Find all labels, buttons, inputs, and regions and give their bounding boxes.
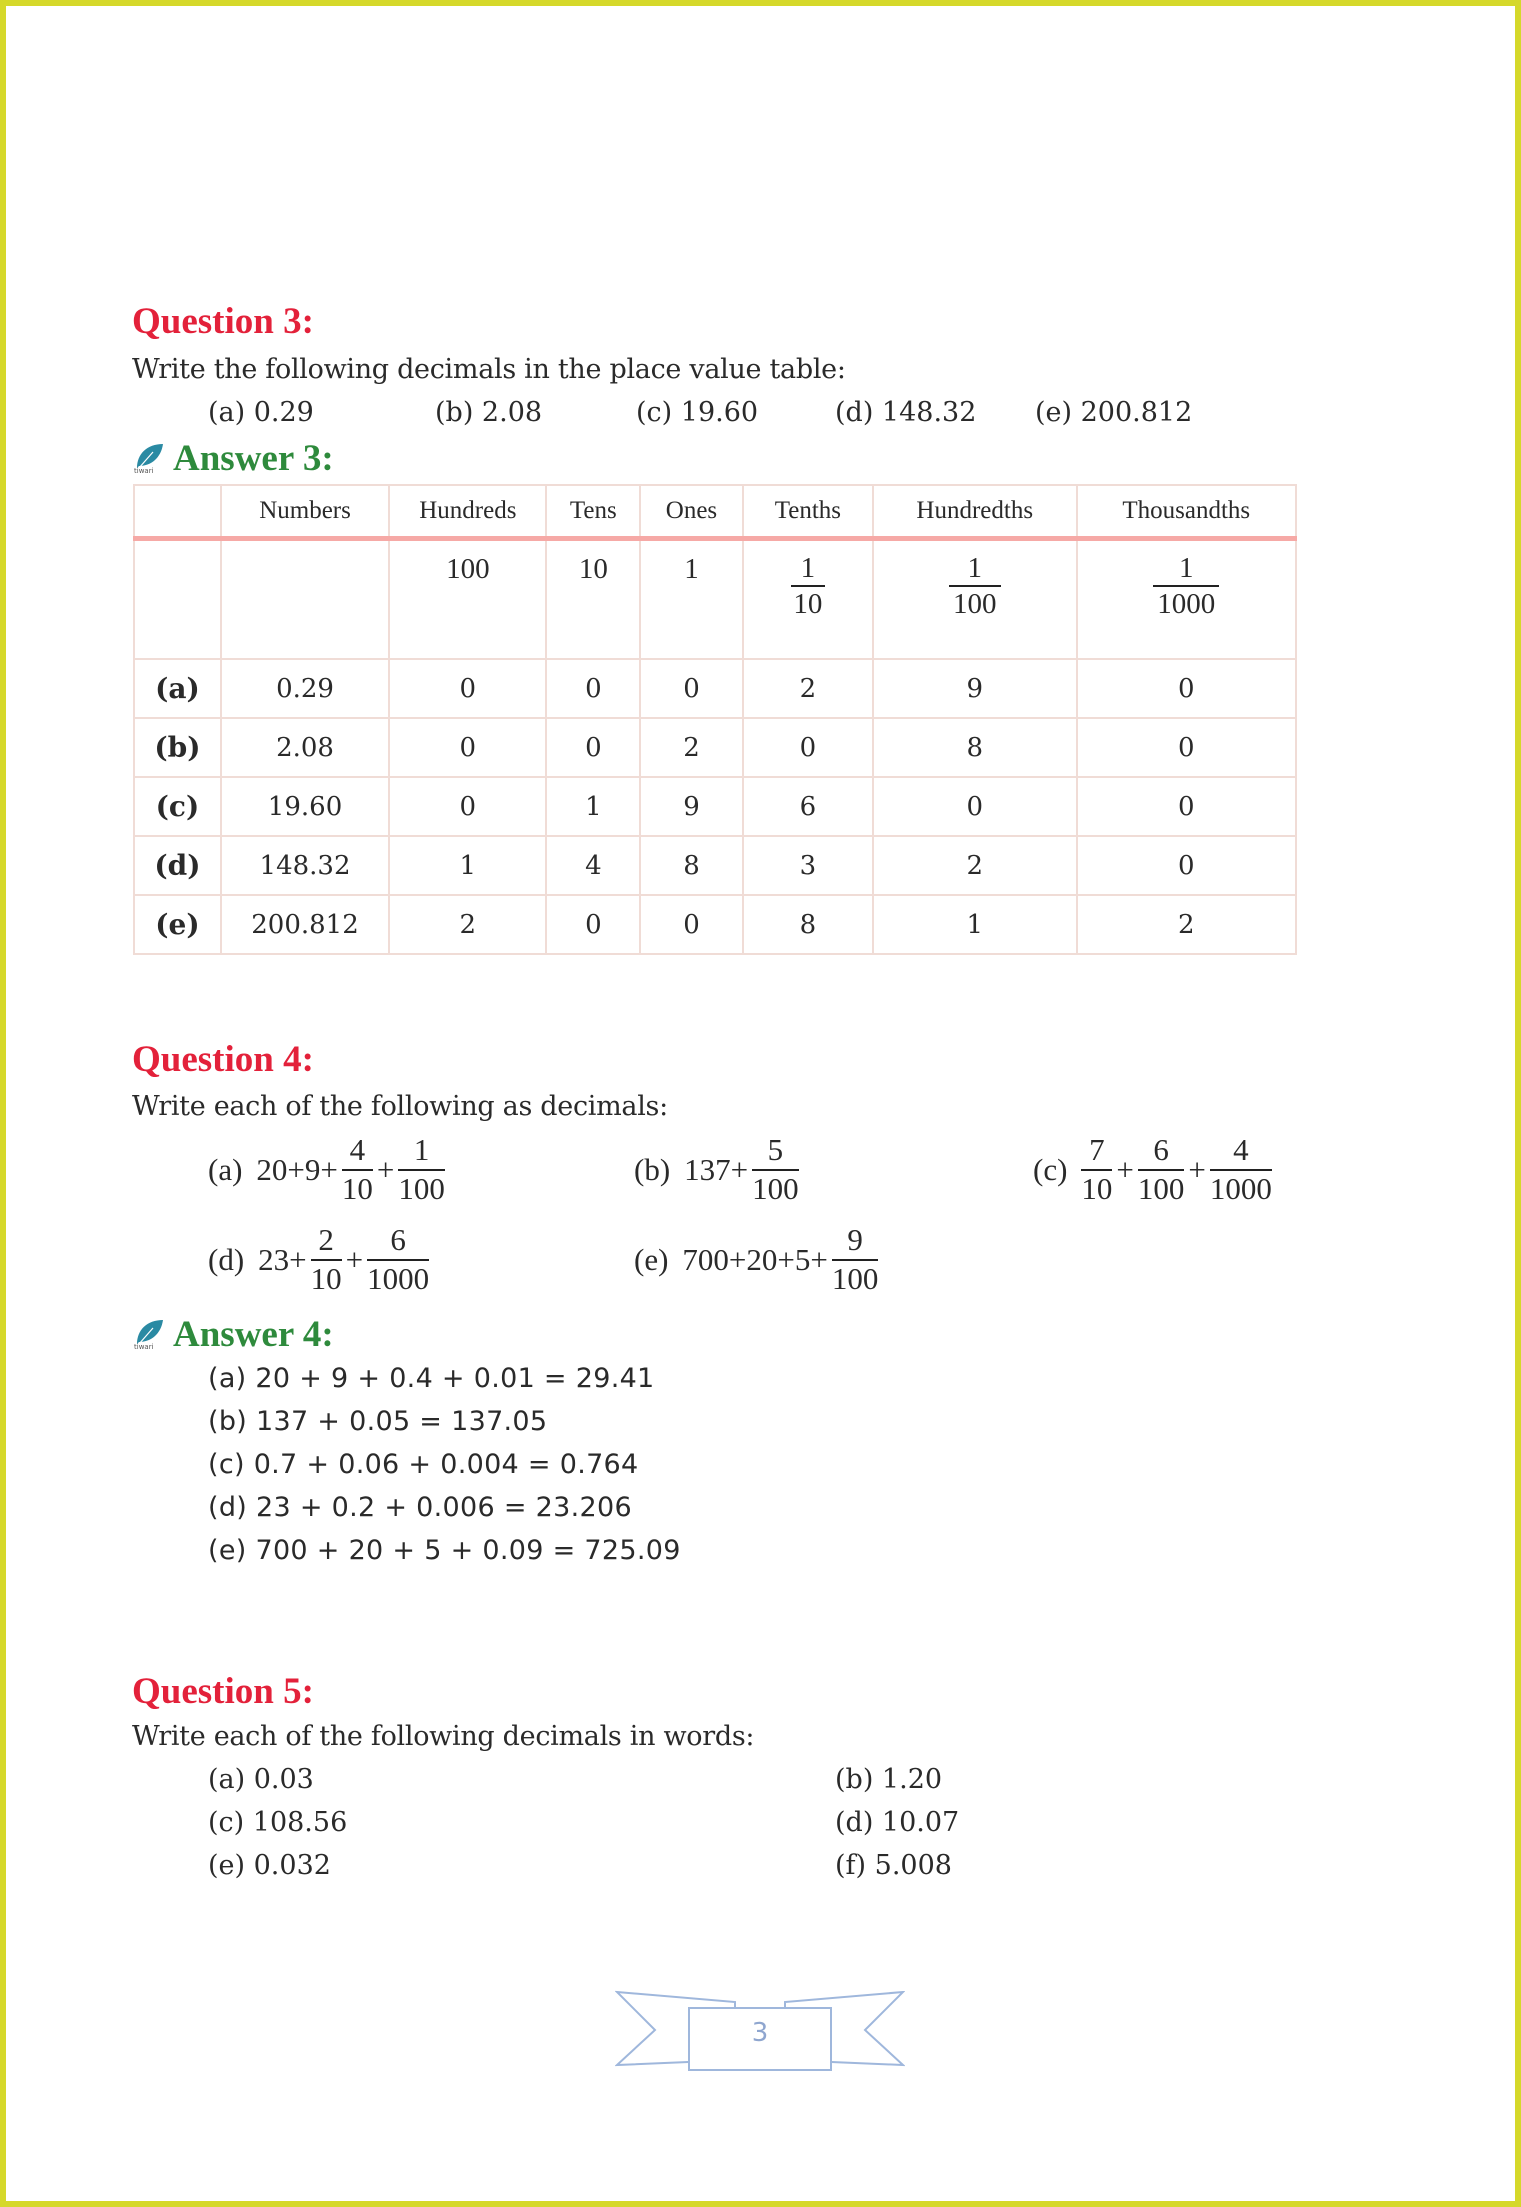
q3-option-d: (d) 148.32 xyxy=(835,397,977,428)
pv-hundreds: 100 xyxy=(389,539,546,660)
frac-numerator: 5 xyxy=(767,1132,784,1167)
cell-ones: 2 xyxy=(640,718,743,777)
q5-option-b: (b) 1.20 xyxy=(835,1764,943,1795)
answer-4-line-c: (c) 0.7 + 0.06 + 0.004 = 0.764 xyxy=(208,1449,639,1480)
q5-option-d: (d) 10.07 xyxy=(835,1807,960,1838)
row-label: (e) xyxy=(134,895,221,954)
frac-numerator: 9 xyxy=(847,1222,863,1257)
frac-numerator: 1 xyxy=(1179,552,1194,584)
question-3-prompt: Write the following decimals in the place value table: xyxy=(132,354,846,385)
cell-thousandths: 0 xyxy=(1077,836,1296,895)
item-label: (a) xyxy=(208,1151,243,1187)
q4-item-e xyxy=(634,1224,878,1295)
frac-denominator: 100 xyxy=(831,1260,879,1296)
cell-tenths: 6 xyxy=(743,777,873,836)
q5-option-f: (f) 5.008 xyxy=(835,1850,952,1881)
header-numbers: Numbers xyxy=(221,485,389,539)
header-ones: Ones xyxy=(640,485,743,539)
header-tens: Tens xyxy=(546,485,640,539)
frac-denominator: 100 xyxy=(1137,1170,1185,1206)
cell-thousandths: 0 xyxy=(1077,659,1296,718)
header-hundredths: Hundredths xyxy=(873,485,1077,539)
table-row xyxy=(134,718,1296,777)
header-thousandths: Thousandths xyxy=(1077,485,1296,539)
whole-part: 700+20+5+ xyxy=(682,1241,828,1277)
cell-ones: 0 xyxy=(640,895,743,954)
question-5-prompt: Write each of the following decimals in words: xyxy=(132,1721,755,1752)
header-blank xyxy=(134,485,221,539)
answer-4-line-d: (d) 23 + 0.2 + 0.006 = 23.206 xyxy=(208,1492,632,1523)
cell-tenths: 0 xyxy=(743,718,873,777)
table-row xyxy=(134,659,1296,718)
frac-denominator: 1000 xyxy=(1209,1170,1272,1206)
item-label: (c) xyxy=(1033,1151,1068,1187)
frac-numerator: 2 xyxy=(318,1222,334,1257)
answer-4-line-e: (e) 700 + 20 + 5 + 0.09 = 725.09 xyxy=(208,1535,681,1566)
place-value-row xyxy=(134,539,1296,660)
row-number: 200.812 xyxy=(221,895,389,954)
pv-tenths xyxy=(743,539,873,660)
q3-option-e: (e) 200.812 xyxy=(1035,397,1193,428)
question-5-title: Question 5: xyxy=(132,1671,314,1712)
frac-denominator: 100 xyxy=(398,1170,445,1206)
frac-numerator: 1 xyxy=(967,552,982,584)
cell-tenths: 8 xyxy=(743,895,873,954)
svg-text:tiwari: tiwari xyxy=(134,467,154,474)
question-4-prompt: Write each of the following as decimals: xyxy=(132,1091,668,1122)
cell-hundreds: 0 xyxy=(389,659,546,718)
page-number: 3 xyxy=(751,2018,769,2048)
cell-blank xyxy=(134,539,221,660)
item-label: (b) xyxy=(634,1151,671,1187)
table-row xyxy=(134,777,1296,836)
page-number-ribbon xyxy=(615,1990,905,2082)
header-hundreds: Hundreds xyxy=(389,485,546,539)
question-4-title: Question 4: xyxy=(132,1039,314,1080)
whole-part: 20+9+ xyxy=(256,1151,338,1187)
row-label: (b) xyxy=(134,718,221,777)
q5-option-a: (a) 0.03 xyxy=(208,1764,314,1795)
plus-sign: + xyxy=(345,1241,364,1277)
whole-part: 137+ xyxy=(684,1151,749,1187)
frac-denominator: 10 xyxy=(310,1260,342,1296)
question-3-title: Question 3: xyxy=(132,301,314,342)
item-label: (e) xyxy=(634,1241,669,1277)
frac-numerator: 1 xyxy=(413,1132,430,1167)
q3-option-b: (b) 2.08 xyxy=(435,397,543,428)
frac-denominator: 100 xyxy=(752,1170,799,1206)
cell-hundredths: 0 xyxy=(873,777,1077,836)
plus-sign: + xyxy=(1188,1151,1206,1187)
cell-ones: 8 xyxy=(640,836,743,895)
header-tenths: Tenths xyxy=(743,485,873,539)
whole-part: 23+ xyxy=(258,1241,307,1277)
tiwari-leaf-logo-icon xyxy=(133,440,167,479)
q4-item-b xyxy=(634,1134,799,1205)
frac-denominator: 10 xyxy=(793,588,823,621)
svg-text:tiwari: tiwari xyxy=(134,1343,154,1350)
row-label: (a) xyxy=(134,659,221,718)
pv-thousandths xyxy=(1077,539,1296,660)
cell-thousandths: 0 xyxy=(1077,718,1296,777)
cell-hundreds: 1 xyxy=(389,836,546,895)
frac-numerator: 4 xyxy=(1233,1132,1249,1167)
cell-tens: 1 xyxy=(546,777,640,836)
q4-item-c xyxy=(1033,1134,1272,1205)
tiwari-leaf-logo-icon xyxy=(133,1316,167,1355)
frac-numerator: 4 xyxy=(349,1132,366,1167)
frac-denominator: 10 xyxy=(341,1170,373,1206)
q4-item-a xyxy=(208,1134,445,1205)
cell-ones: 9 xyxy=(640,777,743,836)
frac-numerator: 1 xyxy=(800,552,816,584)
place-value-table xyxy=(133,484,1297,955)
table-row xyxy=(134,895,1296,954)
cell-ones: 0 xyxy=(640,659,743,718)
q4-item-d xyxy=(208,1224,429,1295)
cell-tenths: 3 xyxy=(743,836,873,895)
cell-hundredths: 9 xyxy=(873,659,1077,718)
cell-hundredths: 8 xyxy=(873,718,1077,777)
cell-blank xyxy=(221,539,389,660)
item-label: (d) xyxy=(208,1241,245,1277)
answer-4-line-b: (b) 137 + 0.05 = 137.05 xyxy=(208,1406,548,1437)
frac-numerator: 6 xyxy=(1153,1132,1169,1167)
answer-3-title: Answer 3: xyxy=(173,438,334,479)
frac-denominator: 100 xyxy=(952,588,997,621)
pv-hundredths xyxy=(873,539,1077,660)
frac-numerator: 6 xyxy=(390,1222,406,1257)
pv-ones: 1 xyxy=(640,539,743,660)
row-number: 0.29 xyxy=(221,659,389,718)
cell-hundreds: 2 xyxy=(389,895,546,954)
cell-hundredths: 1 xyxy=(873,895,1077,954)
cell-tens: 4 xyxy=(546,836,640,895)
cell-tens: 0 xyxy=(546,718,640,777)
frac-denominator: 1000 xyxy=(367,1260,430,1296)
cell-tenths: 2 xyxy=(743,659,873,718)
q5-option-e: (e) 0.032 xyxy=(208,1850,331,1881)
table-header-row xyxy=(134,485,1296,539)
row-label: (d) xyxy=(134,836,221,895)
table-row xyxy=(134,836,1296,895)
frac-denominator: 1000 xyxy=(1157,588,1216,621)
cell-thousandths: 2 xyxy=(1077,895,1296,954)
q3-option-c: (c) 19.60 xyxy=(636,397,759,428)
cell-thousandths: 0 xyxy=(1077,777,1296,836)
plus-sign: + xyxy=(376,1151,395,1187)
answer-4-line-a: (a) 20 + 9 + 0.4 + 0.01 = 29.41 xyxy=(208,1363,655,1394)
plus-sign: + xyxy=(1116,1151,1134,1187)
cell-tens: 0 xyxy=(546,659,640,718)
cell-hundreds: 0 xyxy=(389,777,546,836)
cell-hundreds: 0 xyxy=(389,718,546,777)
pv-tens: 10 xyxy=(546,539,640,660)
frac-denominator: 10 xyxy=(1081,1170,1113,1206)
row-number: 2.08 xyxy=(221,718,389,777)
cell-hundredths: 2 xyxy=(873,836,1077,895)
frac-numerator: 7 xyxy=(1089,1132,1105,1167)
row-number: 19.60 xyxy=(221,777,389,836)
q3-option-a: (a) 0.29 xyxy=(208,397,314,428)
cell-tens: 0 xyxy=(546,895,640,954)
row-number: 148.32 xyxy=(221,836,389,895)
q5-option-c: (c) 108.56 xyxy=(208,1807,348,1838)
answer-4-title: Answer 4: xyxy=(173,1314,334,1355)
row-label: (c) xyxy=(134,777,221,836)
